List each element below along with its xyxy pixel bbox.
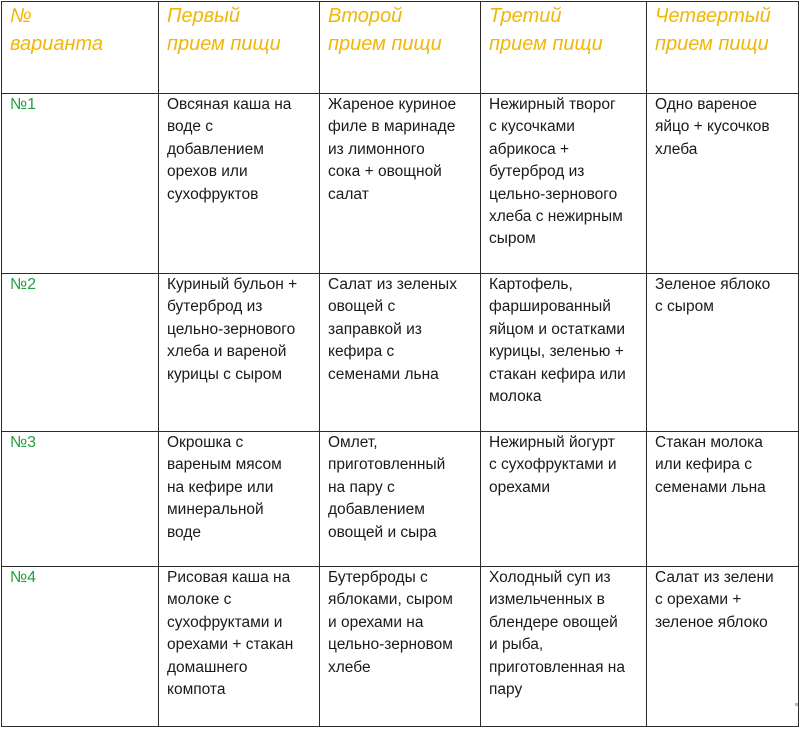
meal-3-cell <box>481 432 647 567</box>
variant-number: №4 <box>10 569 37 586</box>
meal-1-cell <box>159 432 320 567</box>
meal-2-cell <box>320 567 481 727</box>
header-meal-2-label: Второй прием пищи <box>328 5 442 55</box>
header-meal-3-label: Третий прием пищи <box>489 5 603 55</box>
meal-text: Холодный суп из измельченных в блендере овощей и рыба, приготовленная на пару <box>489 569 625 699</box>
variant-number: №3 <box>10 434 37 451</box>
meal-2-cell <box>320 432 481 567</box>
meal-text: Картофель, фаршированный яйцом и остатками курицы, зеленью + стакан кефира или молока <box>489 276 626 406</box>
meal-text: Зеленое яблоко с сыром <box>655 276 771 316</box>
meal-text: Окрошка с вареным мясом на кефире или минеральной воде <box>167 434 282 541</box>
table-row <box>2 567 799 727</box>
meal-text: Куриный бульон + бутерброд из цельно-зернового хлеба и вареной курицы с сыром <box>167 276 298 383</box>
meal-3-cell <box>481 274 647 432</box>
meal-1-cell <box>159 94 320 274</box>
meal-text: Салат из зелени с орехами + зеленое яблоко <box>655 569 774 631</box>
variant-number-cell <box>2 94 159 274</box>
meal-text: Бутерброды с яблоками, сыром и орехами на цельно-зерновом хлебе <box>328 569 453 676</box>
corner-mark <box>795 703 798 706</box>
meal-text: Нежирный йогурт с сухофруктами и орехами <box>489 434 617 496</box>
header-variant-label: № варианта <box>10 5 104 55</box>
table-row <box>2 94 799 274</box>
meal-3-cell <box>481 94 647 274</box>
header-meal-2 <box>320 2 481 94</box>
meal-text: Овсяная каша на воде с добавлением орехов или сухофруктов <box>167 96 292 203</box>
variant-number-cell <box>2 432 159 567</box>
meal-text: Салат из зеленых овощей с заправкой из кефира с семенами льна <box>328 276 457 383</box>
table-row <box>2 274 799 432</box>
meal-4-cell <box>647 274 799 432</box>
header-meal-1 <box>159 2 320 94</box>
meal-text: Рисовая каша на молоке с сухофруктами и орехами + стакан домашнего компота <box>167 569 294 699</box>
header-meal-3 <box>481 2 647 94</box>
table-header-row <box>2 2 799 94</box>
meal-4-cell <box>647 432 799 567</box>
meal-text: Нежирный творог с кусочками абрикоса + бутерброд из цельно-зернового хлеба с нежирным сыром <box>489 96 623 248</box>
meal-4-cell <box>647 94 799 274</box>
meal-2-cell <box>320 274 481 432</box>
variant-number: №1 <box>10 96 37 113</box>
header-meal-1-label: Первый прием пищи <box>167 5 281 55</box>
meal-1-cell <box>159 567 320 727</box>
variant-number-cell <box>2 567 159 727</box>
table-row <box>2 432 799 567</box>
meal-1-cell <box>159 274 320 432</box>
meal-2-cell <box>320 94 481 274</box>
header-variant <box>2 2 159 94</box>
variant-number: №2 <box>10 276 37 293</box>
meal-text: Омлет, приготовленный на пару с добавлением овощей и сыра <box>328 434 446 541</box>
meal-text: Стакан молока или кефира с семенами льна <box>655 434 766 496</box>
meal-3-cell <box>481 567 647 727</box>
header-meal-4 <box>647 2 799 94</box>
meal-4-cell <box>647 567 799 727</box>
header-meal-4-label: Четвертый прием пищи <box>655 5 771 55</box>
meal-text: Одно вареное яйцо + кусочков хлеба <box>655 96 770 158</box>
meal-text: Жареное куриное филе в маринаде из лимонного сока + овощной салат <box>328 96 457 203</box>
meal-plan-table <box>1 1 799 727</box>
variant-number-cell <box>2 274 159 432</box>
